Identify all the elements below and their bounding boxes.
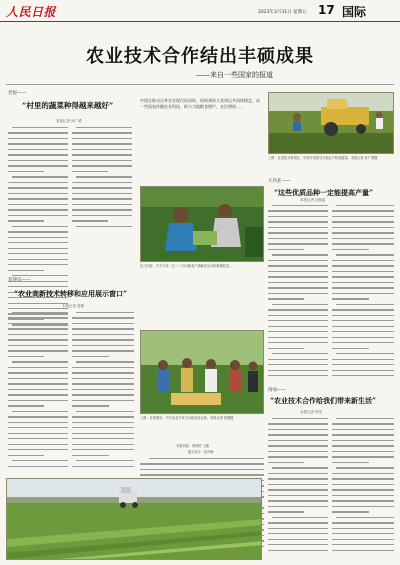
text-line bbox=[268, 271, 328, 272]
text-line bbox=[332, 484, 394, 485]
text-line bbox=[332, 243, 394, 244]
text-line bbox=[332, 440, 394, 441]
feature-title: 农业技术合作结出丰硕成果 bbox=[86, 46, 314, 67]
text-line bbox=[72, 132, 132, 133]
text-line bbox=[268, 309, 328, 310]
text-line bbox=[268, 227, 328, 228]
article-body bbox=[8, 127, 68, 335]
photo-caption: 在几内亚，中方专家（右一）向当地农户讲解杂交水稻种植技术。 bbox=[140, 264, 233, 268]
text-line bbox=[332, 445, 394, 446]
text-line bbox=[332, 348, 369, 349]
text-line bbox=[268, 260, 328, 261]
text-line bbox=[268, 243, 328, 244]
text-line bbox=[12, 411, 68, 412]
text-line bbox=[268, 342, 328, 343]
text-line bbox=[72, 345, 134, 346]
text-line bbox=[72, 143, 132, 144]
text-line bbox=[268, 348, 304, 349]
text-line bbox=[72, 356, 109, 357]
text-line bbox=[268, 500, 328, 501]
text-line bbox=[336, 418, 394, 419]
article-headline: “村里的蔬菜种得越来越好” bbox=[22, 101, 114, 110]
text-line bbox=[332, 238, 394, 239]
article-body bbox=[332, 205, 394, 383]
text-line bbox=[72, 389, 134, 390]
text-line bbox=[272, 418, 328, 419]
text-line bbox=[332, 364, 394, 365]
text-line bbox=[72, 433, 134, 434]
text-line bbox=[72, 198, 132, 199]
text-line bbox=[72, 220, 108, 221]
text-line bbox=[332, 522, 394, 523]
text-line bbox=[332, 298, 369, 299]
text-line bbox=[8, 237, 68, 238]
article-byline: 本报记者 曾静 bbox=[62, 304, 85, 308]
text-line bbox=[76, 411, 134, 412]
text-line bbox=[72, 378, 134, 379]
text-line bbox=[8, 389, 68, 390]
text-line bbox=[268, 320, 328, 321]
text-line bbox=[332, 342, 394, 343]
text-line bbox=[336, 304, 394, 305]
text-line bbox=[8, 264, 68, 265]
article-body bbox=[72, 127, 132, 235]
text-line bbox=[268, 370, 328, 371]
text-line bbox=[268, 533, 328, 534]
text-line bbox=[140, 463, 264, 464]
text-line bbox=[8, 242, 68, 243]
text-line bbox=[268, 249, 304, 250]
text-line bbox=[268, 484, 328, 485]
text-line bbox=[268, 326, 328, 327]
article-kicker: 菲律宾—— bbox=[8, 278, 31, 283]
text-line bbox=[268, 522, 328, 523]
text-line bbox=[268, 293, 328, 294]
text-line bbox=[272, 467, 328, 468]
text-line bbox=[8, 350, 68, 351]
text-line bbox=[332, 276, 394, 277]
text-line bbox=[272, 517, 328, 518]
text-line bbox=[272, 254, 328, 255]
text-line bbox=[8, 345, 68, 346]
text-line bbox=[336, 353, 394, 354]
text-line bbox=[8, 449, 68, 450]
text-line bbox=[332, 511, 369, 512]
text-line bbox=[332, 293, 394, 294]
text-line bbox=[8, 198, 68, 199]
text-line bbox=[332, 287, 394, 288]
text-line bbox=[8, 383, 68, 384]
article-headline: “农业技术合作给我们带来新生活” bbox=[270, 396, 377, 405]
section-name: 国际 bbox=[342, 5, 367, 19]
text-line bbox=[272, 304, 328, 305]
photo-field bbox=[6, 478, 262, 560]
text-line bbox=[8, 367, 68, 368]
page-number: 17 bbox=[318, 3, 335, 17]
text-line bbox=[332, 429, 394, 430]
text-line bbox=[268, 456, 328, 457]
text-line bbox=[76, 361, 134, 362]
text-line bbox=[268, 210, 328, 211]
text-line bbox=[8, 427, 68, 428]
text-line bbox=[12, 312, 68, 313]
text-line bbox=[76, 460, 134, 461]
text-line bbox=[332, 478, 394, 479]
text-line bbox=[72, 400, 134, 401]
text-line bbox=[332, 544, 394, 545]
text-line bbox=[72, 165, 132, 166]
text-line bbox=[268, 511, 304, 512]
text-line bbox=[8, 356, 44, 357]
article-body bbox=[268, 418, 328, 558]
text-line bbox=[8, 138, 68, 139]
text-line bbox=[332, 326, 394, 327]
photo-group bbox=[140, 330, 264, 414]
text-line bbox=[12, 460, 68, 461]
text-line bbox=[72, 323, 134, 324]
text-line bbox=[72, 154, 132, 155]
text-line bbox=[268, 265, 328, 266]
text-line bbox=[8, 416, 68, 417]
text-line bbox=[8, 400, 68, 401]
text-line bbox=[12, 361, 68, 362]
text-line bbox=[140, 469, 264, 470]
photo-tractor bbox=[268, 92, 394, 154]
divider bbox=[6, 84, 394, 85]
text-line bbox=[268, 440, 328, 441]
text-line bbox=[8, 328, 68, 329]
text-line bbox=[72, 204, 132, 205]
text-line bbox=[332, 539, 394, 540]
photo-seedling bbox=[140, 186, 264, 262]
text-line bbox=[72, 182, 132, 183]
article-body bbox=[332, 418, 394, 558]
text-line bbox=[8, 455, 44, 456]
text-line bbox=[268, 238, 328, 239]
text-line bbox=[268, 216, 328, 217]
text-line bbox=[8, 204, 68, 205]
text-line bbox=[8, 317, 68, 318]
text-line bbox=[332, 500, 394, 501]
text-line bbox=[8, 394, 68, 395]
article-kicker: 老挝—— bbox=[8, 91, 26, 96]
text-line bbox=[8, 339, 68, 340]
text-line bbox=[268, 445, 328, 446]
text-line bbox=[332, 528, 394, 529]
text-line bbox=[332, 473, 394, 474]
publication-date: 2023年3月31日 星期五 bbox=[258, 10, 307, 15]
article-byline: 本报记者 沈晓雷 bbox=[300, 198, 326, 202]
text-line bbox=[8, 334, 68, 335]
text-line bbox=[336, 254, 394, 255]
text-line bbox=[72, 416, 134, 417]
text-line bbox=[72, 160, 132, 161]
text-line bbox=[8, 132, 68, 133]
text-line bbox=[8, 248, 68, 249]
text-line bbox=[332, 265, 394, 266]
text-line bbox=[332, 260, 394, 261]
text-line bbox=[268, 539, 328, 540]
text-line bbox=[8, 171, 44, 172]
text-line bbox=[76, 176, 132, 177]
text-line bbox=[332, 533, 394, 534]
text-line bbox=[72, 187, 132, 188]
text-line bbox=[336, 517, 394, 518]
text-line bbox=[8, 466, 68, 467]
article-body bbox=[72, 312, 134, 472]
text-line bbox=[332, 282, 394, 283]
text-line bbox=[268, 550, 328, 551]
text-line bbox=[72, 215, 132, 216]
text-line bbox=[8, 165, 68, 166]
text-line bbox=[268, 232, 328, 233]
text-line bbox=[12, 226, 68, 227]
text-line bbox=[332, 249, 369, 250]
text-line bbox=[72, 317, 134, 318]
text-line bbox=[72, 422, 134, 423]
text-line bbox=[332, 221, 394, 222]
text-line bbox=[8, 323, 68, 324]
masthead bbox=[0, 0, 400, 22]
text-line bbox=[8, 444, 68, 445]
article-byline: 本报记者 邢雪 bbox=[300, 410, 323, 414]
text-line bbox=[76, 312, 134, 313]
text-line bbox=[8, 259, 68, 260]
text-line bbox=[332, 232, 394, 233]
text-line bbox=[272, 205, 328, 206]
text-line bbox=[268, 495, 328, 496]
text-line bbox=[268, 375, 328, 376]
text-line bbox=[332, 456, 394, 457]
text-line bbox=[72, 444, 134, 445]
text-line bbox=[8, 253, 68, 254]
text-line bbox=[12, 127, 68, 128]
text-line bbox=[72, 339, 134, 340]
text-line bbox=[72, 350, 134, 351]
text-line bbox=[332, 337, 394, 338]
text-line bbox=[332, 462, 369, 463]
text-line bbox=[332, 331, 394, 332]
text-line bbox=[332, 271, 394, 272]
layout-credit: 版式设计：张丹峰 bbox=[188, 450, 214, 454]
text-line bbox=[72, 149, 132, 150]
text-line bbox=[332, 423, 394, 424]
text-line bbox=[72, 383, 134, 384]
text-line bbox=[8, 378, 68, 379]
text-line bbox=[72, 455, 109, 456]
text-line bbox=[8, 193, 68, 194]
text-line bbox=[268, 337, 328, 338]
text-line bbox=[332, 370, 394, 371]
text-line bbox=[268, 282, 328, 283]
text-line bbox=[149, 458, 264, 459]
article-headline: “这些优质品种一定能提高产量” bbox=[274, 188, 374, 197]
text-line bbox=[8, 422, 68, 423]
text-line bbox=[8, 433, 68, 434]
feature-subtitle: ——来自一些国家的报道 bbox=[196, 71, 273, 79]
text-line bbox=[332, 227, 394, 228]
text-line bbox=[332, 451, 394, 452]
text-line bbox=[268, 359, 328, 360]
text-line bbox=[336, 467, 394, 468]
text-line bbox=[332, 359, 394, 360]
text-line bbox=[332, 216, 394, 217]
text-line bbox=[332, 375, 394, 376]
text-line bbox=[268, 331, 328, 332]
text-line bbox=[268, 315, 328, 316]
text-line bbox=[8, 308, 68, 309]
text-line bbox=[8, 209, 68, 210]
newspaper-logo: 人民日报 bbox=[6, 5, 57, 19]
text-line bbox=[268, 489, 328, 490]
text-line bbox=[8, 303, 68, 304]
text-line bbox=[8, 231, 68, 232]
text-line bbox=[72, 193, 132, 194]
text-line bbox=[72, 438, 134, 439]
text-line bbox=[8, 438, 68, 439]
text-line bbox=[268, 276, 328, 277]
text-line bbox=[268, 478, 328, 479]
text-line bbox=[72, 138, 132, 139]
text-line bbox=[8, 220, 44, 221]
text-line bbox=[72, 405, 109, 406]
text-line bbox=[8, 405, 44, 406]
text-line bbox=[12, 176, 68, 177]
text-line bbox=[268, 364, 328, 365]
text-line bbox=[72, 427, 134, 428]
text-line bbox=[268, 473, 328, 474]
text-line bbox=[332, 550, 394, 551]
text-line bbox=[332, 210, 394, 211]
text-line bbox=[72, 372, 134, 373]
article-headline: “农业高新技术转移和应用展示窗口” bbox=[14, 289, 128, 298]
text-line bbox=[8, 154, 68, 155]
article-body bbox=[268, 205, 328, 383]
text-line bbox=[72, 209, 132, 210]
text-line bbox=[268, 451, 328, 452]
text-line bbox=[8, 149, 68, 150]
text-line bbox=[332, 495, 394, 496]
text-line bbox=[268, 528, 328, 529]
text-line bbox=[8, 215, 68, 216]
text-line bbox=[72, 328, 134, 329]
text-line bbox=[8, 160, 68, 161]
text-line bbox=[8, 372, 68, 373]
text-line bbox=[76, 127, 132, 128]
text-line bbox=[268, 544, 328, 545]
text-line bbox=[332, 315, 394, 316]
text-line bbox=[268, 462, 304, 463]
photo-caption: 上图：在老挝万象郊区，中国专家指导当地农户收获蔬菜。本报记者 孙广勇摄 bbox=[268, 156, 378, 160]
editor-credit: 本版责编：胡博婷 王鹏 bbox=[176, 444, 209, 448]
article-body bbox=[8, 312, 68, 472]
text-line bbox=[268, 429, 328, 430]
text-line bbox=[332, 506, 394, 507]
text-line bbox=[8, 187, 68, 188]
text-line bbox=[268, 221, 328, 222]
article-kicker: 汤加—— bbox=[268, 388, 286, 393]
text-line bbox=[8, 270, 44, 271]
text-line bbox=[8, 286, 68, 287]
text-line bbox=[72, 171, 108, 172]
text-line bbox=[332, 434, 394, 435]
text-line bbox=[268, 423, 328, 424]
text-line bbox=[272, 353, 328, 354]
text-line bbox=[76, 226, 132, 227]
text-line bbox=[72, 334, 134, 335]
lead-paragraph: 中国在推动自身农业现代化同时，始终秉持人类命运共同体理念，向一些国家传播农业科技，助力当地粮食增产、农民增收…… bbox=[140, 98, 260, 109]
text-line bbox=[72, 466, 134, 467]
photo-caption: 上图：在菲律宾，中方农业专家与当地农民合影。本报记者 曾静摄 bbox=[140, 416, 234, 420]
text-line bbox=[332, 309, 394, 310]
article-kicker: 几内亚—— bbox=[268, 179, 291, 184]
text-line bbox=[268, 298, 304, 299]
text-line bbox=[336, 205, 394, 206]
text-line bbox=[332, 320, 394, 321]
text-line bbox=[268, 434, 328, 435]
text-line bbox=[72, 449, 134, 450]
text-line bbox=[72, 394, 134, 395]
text-line bbox=[72, 367, 134, 368]
text-line bbox=[268, 506, 328, 507]
text-line bbox=[268, 287, 328, 288]
article-byline: 本报记者 孙广勇 bbox=[56, 119, 82, 123]
text-line bbox=[140, 474, 264, 475]
text-line bbox=[8, 143, 68, 144]
text-line bbox=[8, 182, 68, 183]
text-line bbox=[332, 489, 394, 490]
